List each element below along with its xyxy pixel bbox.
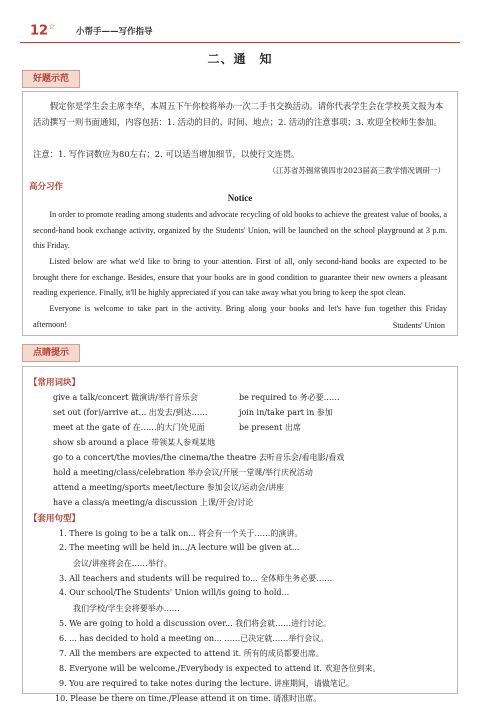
high-score-label: 高分习作 (29, 182, 64, 192)
sentence-item: 8. Everyone will be welcome./Everybody is expected to attend it. 欢迎各位到来。 (59, 664, 381, 673)
phrase-item: be required to 务必要…… (239, 393, 340, 402)
sentence-item: 10. Please be there on time./Please attend it on time. 请准时出席。 (55, 694, 322, 703)
phrase-item: meet at the gate of 在……的大门处见面 (53, 423, 205, 432)
sentence-item: 9. You are required to take notes during the lecture. 讲座期间，请做笔记。 (59, 679, 354, 688)
sentence-item: 5. We are going to hold a discussion over... 我们将会就……进行讨论。 (59, 619, 332, 628)
page-header (20, 22, 460, 42)
sentence-item: 6. ... has decided to hold a meeting on... ……已决定就……举行会议。 (59, 634, 329, 643)
phrase-item: attend a meeting/sports meet/lecture 参加会议/运动会/讲座 (53, 483, 285, 492)
sentence-continuation: 我们学校/学生会将要举办…… (73, 604, 180, 613)
sentence-item: 2. The meeting will be held in.../A lecture will be given at... (59, 543, 300, 552)
writing-prompt: 假定你是学生会主席李华，本周五下午你校将举办一次二手书交换活动。请你代表学生会在学校英文报为本活动撰写一则书面通知，内容包括：1. 活动的目的、时间、地点；2. 活动的注意事项；3. 欢迎全校师生参加。 (33, 101, 444, 127)
example-tag: 好题示范 (22, 70, 80, 88)
phrase-item: have a class/a meeting/a discussion 上课/开会/讨论 (53, 498, 254, 507)
section-title: 二、通 知 (207, 52, 273, 66)
phrase-item: be present 出席 (239, 423, 301, 432)
sentence-item: 1. There is going to be a talk on... 将会有一个关于……的演讲。 (59, 529, 303, 538)
essay-paragraph-2: Listed below are what we'd like to bring to your attention. First of all, only second-hand books are expected to be brought there for exchange. Besides, ensure that your books are in good condition to guarantee their new owners a pleasant reading experience. Finally, it'll be highly appreciated if you can take away what you bring to keep the spot clean. (33, 257, 447, 298)
tips-tag: 点睛提示 (22, 344, 80, 362)
book-title: 小帮手——写作指导 (76, 27, 153, 37)
essay-paragraph-1: In order to promote reading among students and advocate recycling of old books to achieve the greatest value of books, a second-hand book exchange activity, organized by the Students' Union, will be launched on the school playground at 3 p.m. this Friday. (33, 210, 447, 251)
page-number: 12☆ (30, 22, 56, 39)
sentence-continuation: 会议/讲座将会在……举行。 (73, 559, 172, 568)
sentences-label: 【套用句型】 (29, 514, 81, 524)
sentence-item: 4. Our school/The Students' Union will/is going to hold... (59, 588, 290, 597)
essay-title: Notice (227, 193, 253, 203)
star-icon: ☆ (48, 22, 56, 31)
phrase-item: set out (for)/arrive at... 出发去/到达…… (53, 408, 208, 417)
phrase-item: show sb around a place 带领某人参观某地 (53, 438, 216, 447)
phrase-item: go to a concert/the movies/the cinema/the theatre 去听音乐会/看电影/看戏 (53, 453, 345, 462)
phrase-item: join in/take part in 参加 (239, 408, 333, 417)
tips-box (22, 366, 458, 703)
header-divider (20, 42, 460, 43)
sentence-item: 3. All teachers and students will be required to... 全体师生务必要…… (59, 574, 333, 583)
essay-signature: Students' Union (392, 321, 445, 330)
phrases-label: 【常用词块】 (29, 378, 81, 388)
sentence-item: 7. All the members are expected to attend it. 所有的成员都要出席。 (59, 649, 324, 658)
source-citation: （江苏省苏锡常镇四市2023届高三教学情况调研一） (268, 166, 445, 175)
essay-paragraph-3: Everyone is welcome to take part in the activity. Bring along your books and let's have fun together this Friday afternoon! (33, 304, 447, 329)
writing-note: 注意：1. 写作词数应为80左右；2. 可以适当增加细节，以使行文连贯。 (33, 149, 300, 159)
phrase-item: hold a meeting/class/celebration 举办会议/开展一堂课/举行庆祝活动 (53, 468, 313, 477)
example-box (22, 91, 458, 336)
phrase-item: give a talk/concert 做演讲/举行音乐会 (53, 393, 198, 402)
